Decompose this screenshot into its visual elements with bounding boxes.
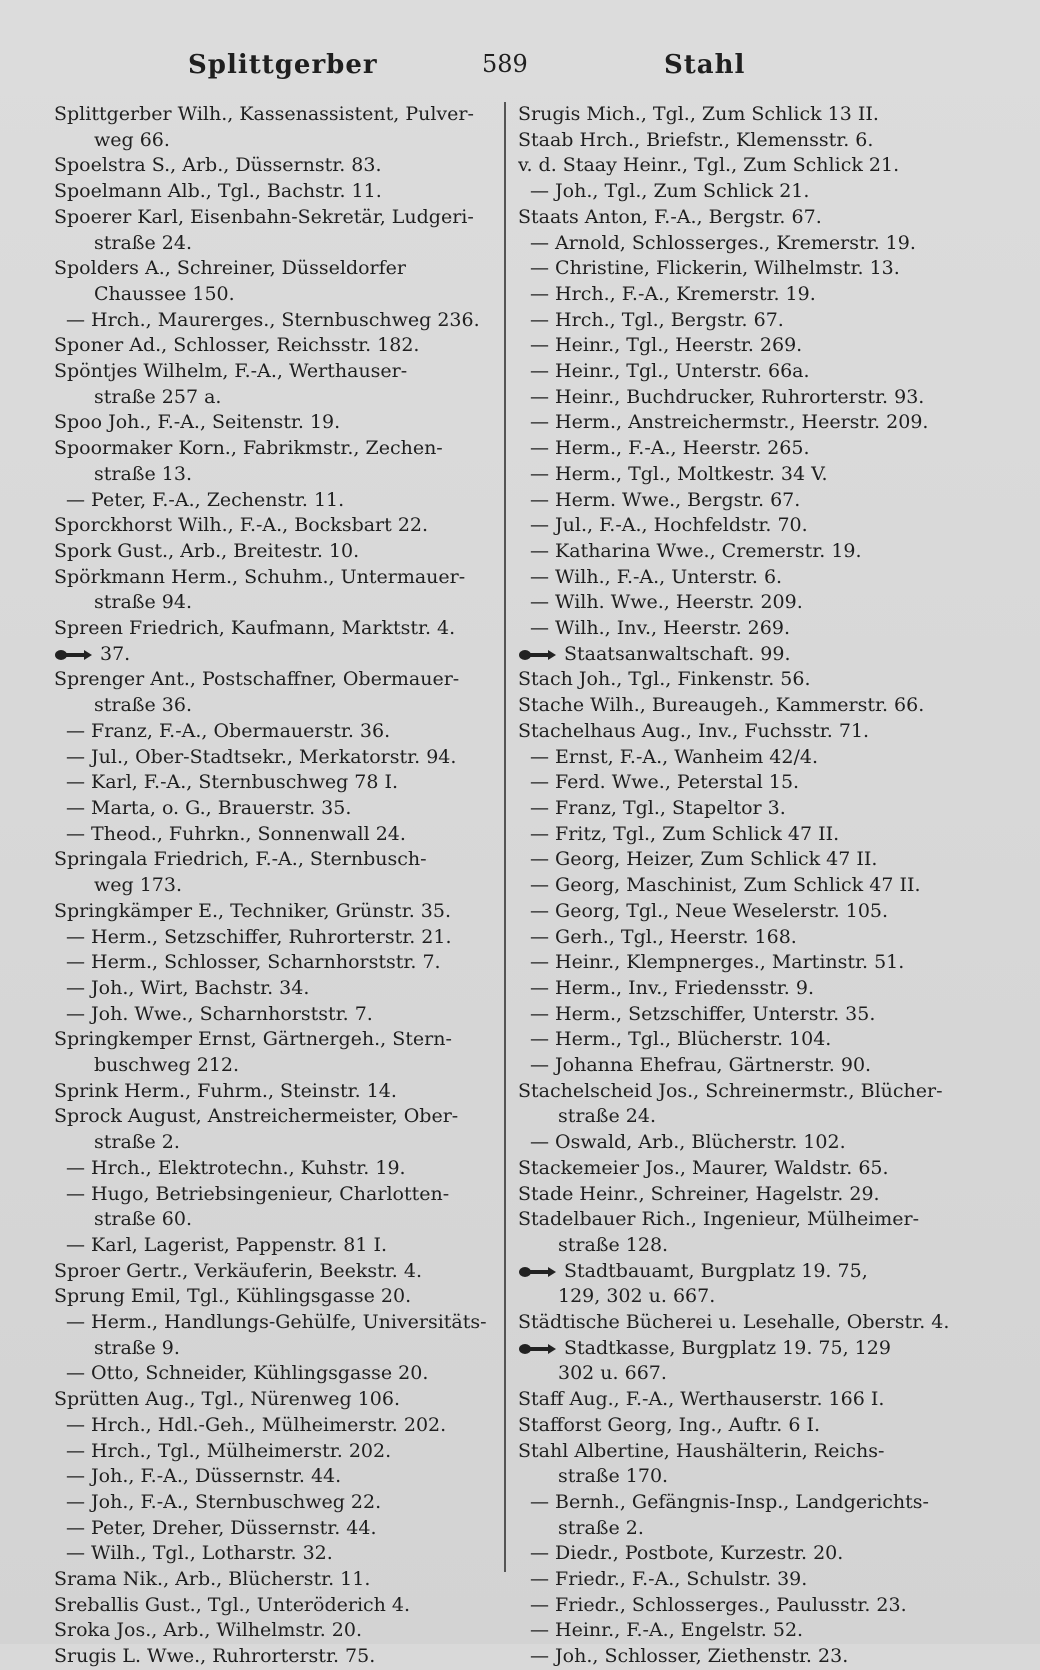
directory-entry-line <box>54 1618 512 1644</box>
directory-entry-line <box>54 796 512 822</box>
directory-entry-line <box>54 385 512 411</box>
entry-text: Spolders A., Schreiner, Düsseldorfer <box>54 257 407 280</box>
directory-entry-line <box>518 1182 988 1208</box>
directory-entry-line <box>518 1541 988 1567</box>
page-header <box>0 50 1040 90</box>
entry-text: 129, 302 u. 667. <box>558 1285 716 1308</box>
directory-entry-line <box>54 976 512 1002</box>
directory-entry-line <box>54 128 512 154</box>
entry-text: Srugis Mich., Tgl., Zum Schlick 13 II. <box>518 103 879 125</box>
directory-entry-line <box>54 179 512 205</box>
entry-text: Chaussee 150. <box>94 282 235 305</box>
entry-text: Sprung Emil, Tgl., Kühlingsgasse 20. <box>54 1285 412 1308</box>
entry-text: — Oswald, Arb., Blücherstr. 102. <box>530 1131 846 1154</box>
directory-entry-line <box>518 873 988 899</box>
entry-text: — Diedr., Postbote, Kurzestr. 20. <box>530 1542 844 1565</box>
directory-entry-line <box>54 1079 512 1105</box>
entry-text: Spoo Joh., F.-A., Seitenstr. 19. <box>54 411 341 434</box>
directory-entry-line <box>54 1541 512 1567</box>
directory-entry-line <box>54 950 512 976</box>
entry-text: Springala Friedrich, F.-A., Sternbusch- <box>54 848 427 871</box>
directory-entry-line <box>518 719 988 745</box>
entry-text: — Wilh. Wwe., Heerstr. 209. <box>530 591 803 614</box>
entry-text: — Johanna Ehefrau, Gärtnerstr. 90. <box>530 1054 872 1077</box>
directory-entry-line <box>518 1567 988 1593</box>
entry-text: straße 170. <box>558 1465 669 1488</box>
entry-text: — Hrch., Maurerges., Sternbuschweg 236. <box>66 308 480 331</box>
directory-entry-line <box>518 822 988 848</box>
entry-text: Stadtbauamt, Burgplatz 19. 75, <box>564 1259 868 1282</box>
entry-text: weg 173. <box>94 874 183 897</box>
directory-entry-line <box>518 1053 988 1079</box>
directory-entry-line <box>518 1207 988 1233</box>
entry-text: Srama Nik., Arb., Blücherstr. 11. <box>54 1568 371 1591</box>
entry-text: — Hrch., Tgl., Mülheimerstr. 202. <box>66 1439 392 1462</box>
entry-text: Spoelstra S., Arb., Düssernstr. 83. <box>54 154 382 177</box>
right-column <box>518 102 988 1670</box>
directory-entry-line <box>518 359 988 385</box>
entry-text: — Hugo, Betriebsingenieur, Charlotten- <box>66 1182 450 1205</box>
directory-entry-line <box>54 256 512 282</box>
directory-entry-line <box>518 436 988 462</box>
entry-text: Stadelbauer Rich., Ingenieur, Mülheimer- <box>518 1208 920 1231</box>
directory-entry-line <box>518 128 988 154</box>
entry-text: — Jul., Ober-Stadtsekr., Merkatorstr. 94. <box>66 745 457 768</box>
entry-text: 37. <box>100 642 131 665</box>
directory-entry-line <box>54 1233 512 1259</box>
entry-text: — Joh., Schlosser, Ziethenstr. 23. <box>530 1645 849 1668</box>
entry-text: Springkemper Ernst, Gärtnergeh., Stern- <box>54 1028 452 1051</box>
telephone-icon <box>518 648 558 662</box>
entry-text: — Heinr., Buchdrucker, Ruhrorterstr. 93. <box>530 385 925 408</box>
directory-entry-line <box>54 719 512 745</box>
directory-entry-line <box>54 590 512 616</box>
directory-entry-line <box>54 1336 512 1362</box>
directory-entry-line <box>518 513 988 539</box>
entry-text: Staab Hrch., Briefstr., Klemensstr. 6. <box>518 128 874 151</box>
entry-text: Sprink Herm., Fuhrm., Steinstr. 14. <box>54 1079 397 1102</box>
entry-text: — Karl, F.-A., Sternbuschweg 78 I. <box>66 771 399 794</box>
directory-entry-line <box>518 770 988 796</box>
entry-text: Spörkmann Herm., Schuhm., Untermauer- <box>54 565 466 588</box>
directory-entry-line <box>518 1464 988 1490</box>
directory-entry-line <box>518 1516 988 1542</box>
directory-entry-line <box>518 925 988 951</box>
entry-text: Staats Anton, F.-A., Bergstr. 67. <box>518 205 822 228</box>
entry-text: — Joh. Wwe., Scharnhorststr. 7. <box>66 1002 373 1025</box>
entry-text: — Peter, Dreher, Düssernstr. 44. <box>66 1516 377 1539</box>
entry-text: Sprenger Ant., Postschaffner, Obermauer- <box>54 668 460 691</box>
entry-text: Stache Wilh., Bureaugeh., Kammerstr. 66. <box>518 694 925 717</box>
directory-entry-line <box>518 1002 988 1028</box>
directory-entry-line <box>518 308 988 334</box>
directory-entry-line <box>54 1593 512 1619</box>
entry-text: — Georg, Heizer, Zum Schlick 47 II. <box>530 848 878 871</box>
directory-entry-line <box>54 539 512 565</box>
directory-entry-line <box>518 205 988 231</box>
entry-text: Sproer Gertr., Verkäuferin, Beekstr. 4. <box>54 1259 423 1282</box>
directory-entry-line <box>54 1053 512 1079</box>
directory-entry-line <box>54 1182 512 1208</box>
directory-entry-line <box>54 1439 512 1465</box>
header-left-name: Splittgerber <box>188 50 378 80</box>
entry-text: Stach Joh., Tgl., Finkenstr. 56. <box>518 668 811 691</box>
entry-text: Stackemeier Jos., Maurer, Waldstr. 65. <box>518 1156 889 1179</box>
entry-text: — Otto, Schneider, Kühlingsgasse 20. <box>66 1362 429 1385</box>
directory-entry-line <box>54 822 512 848</box>
directory-entry-line <box>518 590 988 616</box>
entry-text: — Ferd. Wwe., Peterstal 15. <box>530 771 800 794</box>
entry-text: Sroka Jos., Arb., Wilhelmstr. 20. <box>54 1619 363 1642</box>
entry-text: — Wilh., Inv., Heerstr. 269. <box>530 617 790 640</box>
entry-text: straße 13. <box>94 462 192 485</box>
entry-text: — Herm., Setzschiffer, Ruhrorterstr. 21. <box>66 925 452 948</box>
directory-entry-line <box>54 873 512 899</box>
directory-entry-line <box>54 308 512 334</box>
entry-text: straße 128. <box>558 1233 669 1256</box>
entry-text: — Herm., Handlungs-Gehülfe, Universitäts- <box>66 1311 487 1334</box>
directory-entry-line <box>54 1361 512 1387</box>
directory-entry-line <box>518 1593 988 1619</box>
entry-text: straße 2. <box>558 1516 644 1539</box>
entry-text: Spoelmann Alb., Tgl., Bachstr. 11. <box>54 180 382 203</box>
entry-text: buschweg 212. <box>94 1054 240 1077</box>
entry-text: — Hrch., Hdl.-Geh., Mülheimerstr. 202. <box>66 1413 447 1436</box>
entry-text: — Jul., F.-A., Hochfeldstr. 70. <box>530 514 808 537</box>
entry-text: — Wilh., Tgl., Lotharstr. 32. <box>66 1542 333 1565</box>
directory-entry-line <box>54 488 512 514</box>
directory-entry-line <box>54 282 512 308</box>
entry-text: Sponer Ad., Schlosser, Reichsstr. 182. <box>54 334 420 357</box>
entry-text: — Arnold, Schlosserges., Kremerstr. 19. <box>530 231 916 254</box>
entry-text: Sprock August, Anstreichermeister, Ober- <box>54 1105 459 1128</box>
directory-entry-line <box>518 1079 988 1105</box>
entry-text: — Heinr., Klempnerges., Martinstr. 51. <box>530 951 905 974</box>
entry-text: Srugis L. Wwe., Ruhrorterstr. 75. <box>54 1645 376 1668</box>
directory-entry-line <box>54 899 512 925</box>
entry-text: Stachelhaus Aug., Inv., Fuchsstr. 71. <box>518 719 870 742</box>
directory-entry-line <box>54 102 512 128</box>
directory-entry-line <box>54 1259 512 1285</box>
entry-text: Stachelscheid Jos., Schreinermstr., Blücher- <box>518 1079 943 1102</box>
entry-text: — Herm., Setzschiffer, Unterstr. 35. <box>530 1002 876 1025</box>
directory-entry-line <box>54 1284 512 1310</box>
directory-entry-line <box>518 1156 988 1182</box>
left-column <box>54 102 512 1670</box>
directory-entry-line <box>54 1130 512 1156</box>
directory-entry-line <box>54 410 512 436</box>
entry-text: Splittgerber Wilh., Kassenassistent, Pulver- <box>54 103 474 125</box>
directory-entry-line <box>54 1387 512 1413</box>
entry-text: — Marta, o. G., Brauerstr. 35. <box>66 796 352 819</box>
directory-entry-line <box>54 1516 512 1542</box>
entry-text: straße 24. <box>558 1105 656 1128</box>
entry-text: Spöntjes Wilhelm, F.-A., Werthauser- <box>54 360 408 383</box>
header-right-name: Stahl <box>664 50 746 80</box>
directory-entry-line <box>54 1464 512 1490</box>
directory-entry-line <box>518 693 988 719</box>
entry-text: straße 2. <box>94 1131 180 1154</box>
entry-text: Städtische Bücherei u. Lesehalle, Oberstr. 4. <box>518 1311 950 1334</box>
directory-entry-line <box>54 333 512 359</box>
page-number: 589 <box>482 50 528 78</box>
directory-entry-line <box>54 565 512 591</box>
entry-text: — Hrch., Elektrotechn., Kuhstr. 19. <box>66 1156 406 1179</box>
entry-text: — Gerh., Tgl., Heerstr. 168. <box>530 925 797 948</box>
directory-entry-line <box>54 925 512 951</box>
directory-entry-line <box>54 462 512 488</box>
telephone-icon <box>518 1265 558 1279</box>
directory-entry-line <box>518 231 988 257</box>
directory-entry-line <box>54 1567 512 1593</box>
directory-entry-line <box>518 1104 988 1130</box>
directory-entry-line <box>518 179 988 205</box>
directory-entry-line <box>54 359 512 385</box>
telephone-icon <box>54 648 94 662</box>
entry-text: — Heinr., Tgl., Unterstr. 66a. <box>530 360 810 383</box>
entry-text: — Herm., F.-A., Heerstr. 265. <box>530 437 810 460</box>
directory-entry-line <box>518 1387 988 1413</box>
directory-entry-line <box>518 1233 988 1259</box>
entry-text: — Herm., Tgl., Blücherstr. 104. <box>530 1028 832 1051</box>
directory-entry-line <box>518 950 988 976</box>
directory-entry-line <box>54 770 512 796</box>
entry-text: Stade Heinr., Schreiner, Hagelstr. 29. <box>518 1182 880 1205</box>
entry-text: — Peter, F.-A., Zechenstr. 11. <box>66 488 345 511</box>
entry-text: Sreballis Gust., Tgl., Unteröderich 4. <box>54 1593 411 1616</box>
directory-entry-line <box>518 1259 988 1285</box>
directory-entry-line <box>518 642 988 668</box>
directory-entry-line <box>518 976 988 1002</box>
telephone-icon <box>518 1342 558 1356</box>
entry-text: Staatsanwaltschaft. 99. <box>564 642 791 665</box>
directory-entry-line <box>518 282 988 308</box>
entry-text: — Hrch., Tgl., Bergstr. 67. <box>530 308 784 331</box>
entry-text: Spork Gust., Arb., Breitestr. 10. <box>54 539 360 562</box>
entry-text: straße 60. <box>94 1208 192 1231</box>
directory-entry-line <box>54 1413 512 1439</box>
entry-text: straße 94. <box>94 591 192 614</box>
entry-text: Stadtkasse, Burgplatz 19. 75, 129 <box>564 1336 891 1359</box>
directory-entry-line <box>518 616 988 642</box>
directory-entry-line <box>518 1310 988 1336</box>
directory-entry-line <box>54 153 512 179</box>
directory-entry-line <box>54 436 512 462</box>
entry-text: — Herm., Tgl., Moltkestr. 34 V. <box>530 462 828 485</box>
entry-text: — Karl, Lagerist, Pappenstr. 81 I. <box>66 1233 388 1256</box>
entry-text: — Joh., Tgl., Zum Schlick 21. <box>530 180 810 203</box>
directory-entry-line <box>54 1027 512 1053</box>
entry-text: weg 66. <box>94 128 170 151</box>
directory-entry-line <box>54 616 512 642</box>
directory-entry-line <box>54 642 512 668</box>
directory-entry-line <box>518 1336 988 1362</box>
entry-text: — Friedr., F.-A., Schulstr. 39. <box>530 1568 808 1591</box>
directory-entry-line <box>518 1130 988 1156</box>
directory-entry-line <box>54 745 512 771</box>
entry-text: 302 u. 667. <box>558 1362 667 1385</box>
entry-text: — Herm., Inv., Friedensstr. 9. <box>530 976 814 999</box>
entry-text: — Joh., F.-A., Düssernstr. 44. <box>66 1465 342 1488</box>
entry-text: — Heinr., Tgl., Heerstr. 269. <box>530 334 803 357</box>
directory-entry-line <box>518 1361 988 1387</box>
directory-entry-line <box>54 1644 512 1670</box>
entry-text: — Christine, Flickerin, Wilhelmstr. 13. <box>530 257 900 280</box>
directory-entry-line <box>518 333 988 359</box>
entry-text: — Georg, Tgl., Neue Weselerstr. 105. <box>530 899 889 922</box>
directory-entry-line <box>518 796 988 822</box>
entry-text: — Joh., F.-A., Sternbuschweg 22. <box>66 1490 382 1513</box>
entry-text: — Heinr., F.-A., Engelstr. 52. <box>530 1619 804 1642</box>
directory-entry-line <box>54 513 512 539</box>
directory-entry-line <box>518 565 988 591</box>
entry-text: Sprütten Aug., Tgl., Nürenweg 106. <box>54 1388 400 1411</box>
entry-text: — Herm., Anstreichermstr., Heerstr. 209. <box>530 411 929 434</box>
directory-entry-line <box>54 667 512 693</box>
entry-text: Stahl Albertine, Haushälterin, Reichs- <box>518 1439 885 1462</box>
directory-entry-line <box>54 205 512 231</box>
directory-entry-line <box>518 385 988 411</box>
entry-text: straße 36. <box>94 694 192 717</box>
directory-entry-line <box>518 847 988 873</box>
directory-entry-line <box>54 1104 512 1130</box>
directory-entry-line <box>518 153 988 179</box>
directory-entry-line <box>54 1207 512 1233</box>
entry-text: straße 9. <box>94 1336 180 1359</box>
directory-entry-line <box>518 1490 988 1516</box>
entry-text: — Franz, Tgl., Stapeltor 3. <box>530 796 786 819</box>
entry-text: straße 257 a. <box>94 385 222 408</box>
directory-entry-line <box>518 667 988 693</box>
directory-entry-line <box>518 539 988 565</box>
directory-entry-line <box>518 899 988 925</box>
entry-text: straße 24. <box>94 231 192 254</box>
directory-entry-line <box>518 102 988 128</box>
entry-text: Spoormaker Korn., Fabrikmstr., Zechen- <box>54 437 443 460</box>
entry-text: Stafforst Georg, Ing., Auftr. 6 I. <box>518 1413 821 1436</box>
entry-text: Spreen Friedrich, Kaufmann, Marktstr. 4. <box>54 617 456 640</box>
entry-text: — Franz, F.-A., Obermauerstr. 36. <box>66 719 391 742</box>
entry-text: — Joh., Wirt, Bachstr. 34. <box>66 976 310 999</box>
directory-entry-line <box>518 1413 988 1439</box>
entry-text: — Theod., Fuhrkn., Sonnenwall 24. <box>66 822 406 845</box>
entry-text: — Georg, Maschinist, Zum Schlick 47 II. <box>530 874 921 897</box>
entry-text: — Katharina Wwe., Cremerstr. 19. <box>530 539 862 562</box>
directory-entry-line <box>518 462 988 488</box>
directory-entry-line <box>518 745 988 771</box>
entry-text: — Wilh., F.-A., Unterstr. 6. <box>530 565 783 588</box>
entry-text: — Friedr., Schlosserges., Paulusstr. 23. <box>530 1593 907 1616</box>
entry-text: — Herm. Wwe., Bergstr. 67. <box>530 488 801 511</box>
directory-entry-line <box>518 410 988 436</box>
directory-entry-line <box>518 1439 988 1465</box>
directory-entry-line <box>518 256 988 282</box>
directory-entry-line <box>518 1618 988 1644</box>
directory-entry-line <box>54 1310 512 1336</box>
entry-text: — Herm., Schlosser, Scharnhorststr. 7. <box>66 951 441 974</box>
entry-text: — Hrch., F.-A., Kremerstr. 19. <box>530 282 816 305</box>
directory-entry-line <box>518 1644 988 1670</box>
entry-text: v. d. Staay Heinr., Tgl., Zum Schlick 21. <box>518 154 900 177</box>
entry-text: — Fritz, Tgl., Zum Schlick 47 II. <box>530 822 840 845</box>
entry-text: — Bernh., Gefängnis-Insp., Landgerichts- <box>530 1490 929 1513</box>
entry-text: Springkämper E., Techniker, Grünstr. 35. <box>54 899 451 922</box>
directory-entry-line <box>54 847 512 873</box>
directory-entry-line <box>518 1284 988 1310</box>
directory-entry-line <box>518 488 988 514</box>
entry-text: — Ernst, F.-A., Wanheim 42/4. <box>530 745 818 768</box>
directory-entry-line <box>54 1490 512 1516</box>
directory-entry-line <box>54 693 512 719</box>
entry-text: Staff Aug., F.-A., Werthauserstr. 166 I. <box>518 1388 885 1411</box>
entry-text: Sporckhorst Wilh., F.-A., Bocksbart 22. <box>54 514 429 537</box>
directory-entry-line <box>518 1027 988 1053</box>
directory-entry-line <box>54 1002 512 1028</box>
directory-entry-line <box>54 1156 512 1182</box>
directory-entry-line <box>54 231 512 257</box>
entry-text: Spoerer Karl, Eisenbahn-Sekretär, Ludgeri- <box>54 205 474 228</box>
